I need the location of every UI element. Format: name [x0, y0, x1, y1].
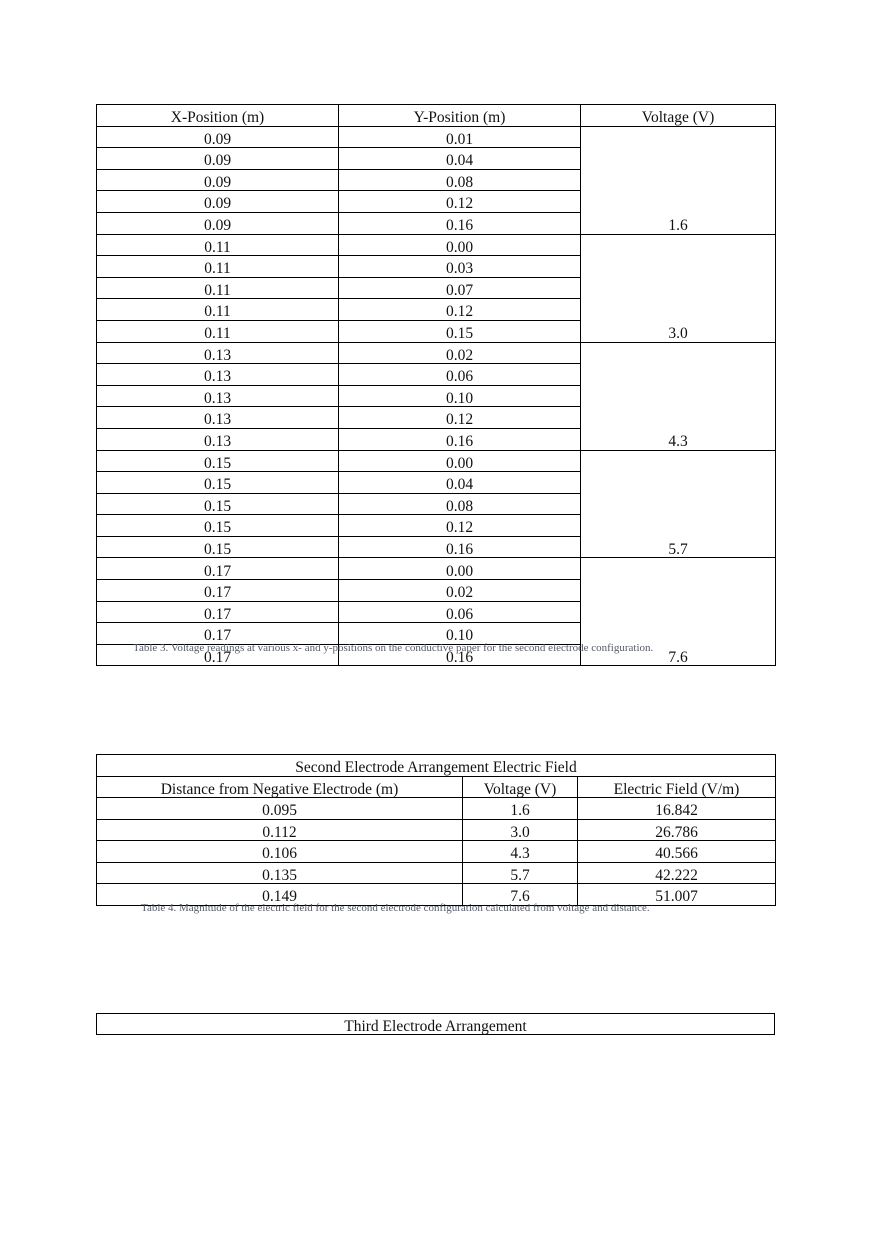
- x-position-cell: 0.17: [97, 623, 339, 645]
- electric-field-cell: 16.842: [578, 798, 776, 820]
- distance-cell: 0.106: [97, 841, 463, 863]
- y-position-cell: 0.08: [339, 493, 581, 515]
- y-position-cell: 0.10: [339, 385, 581, 407]
- voltage-readings-table: [96, 104, 776, 666]
- table-header-row: [97, 776, 776, 798]
- y-position-cell: 0.03: [339, 256, 581, 278]
- table-row: [97, 558, 776, 580]
- y-position-cell: 0.04: [339, 148, 581, 170]
- x-position-cell: 0.11: [97, 234, 339, 256]
- y-position-cell: 0.04: [339, 472, 581, 494]
- x-position-cell: 0.13: [97, 428, 339, 450]
- y-position-cell: 0.01: [339, 126, 581, 148]
- x-position-cell: 0.11: [97, 277, 339, 299]
- y-position-cell: 0.06: [339, 364, 581, 386]
- x-position-cell: 0.17: [97, 601, 339, 623]
- x-position-cell: 0.13: [97, 364, 339, 386]
- x-position-cell: 0.13: [97, 385, 339, 407]
- x-position-cell: 0.17: [97, 558, 339, 580]
- voltage-cell: 5.7: [581, 450, 776, 558]
- electric-field-cell: 40.566: [578, 841, 776, 863]
- column-header-y-position: Y-Position (m): [339, 105, 581, 127]
- distance-cell: 0.149: [97, 884, 463, 906]
- voltage-cell: 1.6: [581, 126, 776, 234]
- voltage-cell: 4.3: [463, 841, 578, 863]
- x-position-cell: 0.09: [97, 169, 339, 191]
- y-position-cell: 0.00: [339, 558, 581, 580]
- y-position-cell: 0.12: [339, 191, 581, 213]
- x-position-cell: 0.09: [97, 148, 339, 170]
- x-position-cell: 0.15: [97, 472, 339, 494]
- y-position-cell: 0.08: [339, 169, 581, 191]
- column-header-x-position: X-Position (m): [97, 105, 339, 127]
- voltage-cell: 3.0: [463, 819, 578, 841]
- x-position-cell: 0.13: [97, 407, 339, 429]
- table-header-row: [97, 105, 776, 127]
- y-position-cell: 0.15: [339, 320, 581, 342]
- y-position-cell: 0.07: [339, 277, 581, 299]
- electric-field-cell: 42.222: [578, 862, 776, 884]
- x-position-cell: 0.09: [97, 126, 339, 148]
- voltage-readings-body: [97, 126, 776, 666]
- y-position-cell: 0.16: [339, 644, 581, 666]
- x-position-cell: 0.11: [97, 256, 339, 278]
- column-header-voltage: Voltage (V): [581, 105, 776, 127]
- x-position-cell: 0.15: [97, 450, 339, 472]
- table-title-row: [97, 755, 776, 777]
- table-4-title: Second Electrode Arrangement Electric Field: [97, 755, 776, 777]
- x-position-cell: 0.15: [97, 536, 339, 558]
- voltage-cell: 7.6: [581, 558, 776, 666]
- y-position-cell: 0.16: [339, 536, 581, 558]
- x-position-cell: 0.09: [97, 191, 339, 213]
- y-position-cell: 0.00: [339, 450, 581, 472]
- x-position-cell: 0.13: [97, 342, 339, 364]
- table-row: [97, 342, 776, 364]
- y-position-cell: 0.16: [339, 428, 581, 450]
- electric-field-table: [96, 754, 776, 906]
- distance-cell: 0.095: [97, 798, 463, 820]
- distance-cell: 0.112: [97, 819, 463, 841]
- table-row: [97, 126, 776, 148]
- voltage-cell: 5.7: [463, 862, 578, 884]
- table-row: [97, 450, 776, 472]
- column-header-electric-field: Electric Field (V/m): [578, 776, 776, 798]
- third-arrangement-table: [96, 1013, 775, 1035]
- voltage-cell: 1.6: [463, 798, 578, 820]
- y-position-cell: 0.10: [339, 623, 581, 645]
- table-row: [97, 841, 776, 863]
- table-row: [97, 798, 776, 820]
- electric-field-cell: 26.786: [578, 819, 776, 841]
- electric-field-body: [97, 798, 776, 906]
- x-position-cell: 0.17: [97, 644, 339, 666]
- x-position-cell: 0.17: [97, 580, 339, 602]
- table-row: [97, 819, 776, 841]
- y-position-cell: 0.12: [339, 299, 581, 321]
- table-row: [97, 862, 776, 884]
- distance-cell: 0.135: [97, 862, 463, 884]
- x-position-cell: 0.15: [97, 515, 339, 537]
- table-4-caption: Table 4. Magnitude of the electric field for the second electrode configuration calculated from voltage and distance.: [141, 902, 650, 914]
- column-header-voltage: Voltage (V): [463, 776, 578, 798]
- y-position-cell: 0.16: [339, 212, 581, 234]
- x-position-cell: 0.15: [97, 493, 339, 515]
- table-row: [97, 234, 776, 256]
- y-position-cell: 0.12: [339, 407, 581, 429]
- y-position-cell: 0.00: [339, 234, 581, 256]
- table-3-caption: Table 3. Voltage readings at various x- and y-positions on the conductive paper for the second electrode configuration.: [133, 642, 654, 654]
- y-position-cell: 0.02: [339, 342, 581, 364]
- table-5-title: Third Electrode Arrangement: [97, 1014, 775, 1035]
- voltage-cell: 7.6: [463, 884, 578, 906]
- table-title-row: [97, 1014, 775, 1035]
- electric-field-cell: 51.007: [578, 884, 776, 906]
- y-position-cell: 0.06: [339, 601, 581, 623]
- x-position-cell: 0.11: [97, 299, 339, 321]
- y-position-cell: 0.12: [339, 515, 581, 537]
- voltage-cell: 4.3: [581, 342, 776, 450]
- y-position-cell: 0.02: [339, 580, 581, 602]
- column-header-distance: Distance from Negative Electrode (m): [97, 776, 463, 798]
- voltage-cell: 3.0: [581, 234, 776, 342]
- x-position-cell: 0.09: [97, 212, 339, 234]
- x-position-cell: 0.11: [97, 320, 339, 342]
